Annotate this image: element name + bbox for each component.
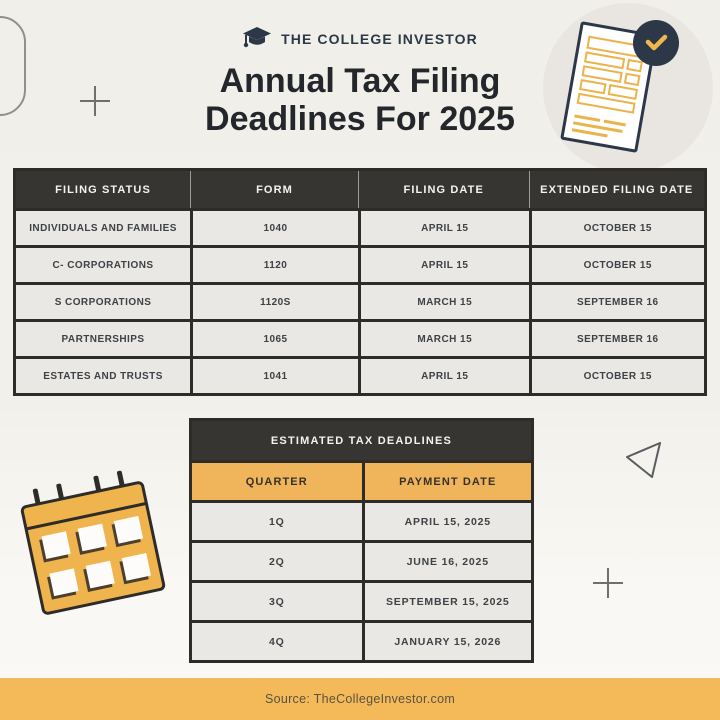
page-title-line2: Deadlines For 2025 [205,100,515,139]
table-cell: 1040 [190,211,358,245]
filing-table-header-row [16,171,704,208]
table-cell: JANUARY 15, 2026 [362,623,532,660]
table-row [192,500,531,540]
graduation-cap-icon [242,26,272,51]
table-cell: SEPTEMBER 16 [529,285,704,319]
table-cell: 2Q [192,543,362,580]
table-cell: ESTATES AND TRUSTS [16,359,190,393]
table-cell: S CORPORATIONS [16,285,190,319]
column-header: FORM [190,171,358,208]
triangle-icon [622,436,664,485]
page-title [0,62,720,138]
calendar-icon [20,480,167,616]
column-header: EXTENDED FILING DATE [529,171,704,208]
table-row [16,356,704,393]
table-row [16,208,704,245]
table-cell: MARCH 15 [358,322,529,356]
table-row [192,620,531,660]
table-cell: 4Q [192,623,362,660]
source-footer [0,678,720,720]
source-text: Source: TheCollegeInvestor.com [264,692,456,706]
table-cell: OCTOBER 15 [529,359,704,393]
column-header: FILING STATUS [55,184,151,196]
table-cell: SEPTEMBER 15, 2025 [362,583,532,620]
table-cell: PARTNERSHIPS [16,322,190,356]
estimated-table-header-row [192,460,531,500]
table-cell: APRIL 15 [358,248,529,282]
column-header: PAYMENT DATE [362,463,532,500]
table-row [16,245,704,282]
table-cell: C- CORPORATIONS [16,248,190,282]
table-cell: 1065 [190,322,358,356]
table-cell: SEPTEMBER 16 [529,322,704,356]
table-cell: 1120 [190,248,358,282]
table-cell: OCTOBER 15 [529,211,704,245]
column-header: FILING DATE [358,171,529,208]
page-title-line1: Annual Tax Filing [219,62,501,100]
plus-icon [593,568,623,598]
table-cell: OCTOBER 15 [529,248,704,282]
column-header: QUARTER [192,463,362,500]
table-cell: APRIL 15 [358,211,529,245]
table-row [192,540,531,580]
table-cell: 3Q [192,583,362,620]
table-row [16,319,704,356]
estimated-table-title: ESTIMATED TAX DEADLINES [192,421,531,460]
table-cell: 1Q [192,503,362,540]
table-cell: JUNE 16, 2025 [362,543,532,580]
table-cell: MARCH 15 [358,285,529,319]
brand-logo [0,26,720,51]
table-row [192,580,531,620]
table-cell: 1120S [190,285,358,319]
filing-deadlines-table [13,168,707,396]
table-cell: APRIL 15 [358,359,529,393]
brand-name: THE COLLEGE INVESTOR [281,30,478,47]
estimated-tax-table [189,418,534,663]
table-cell: 1041 [190,359,358,393]
table-cell: APRIL 15, 2025 [362,503,532,540]
table-row [16,282,704,319]
table-cell: INDIVIDUALS AND FAMILIES [16,211,190,245]
